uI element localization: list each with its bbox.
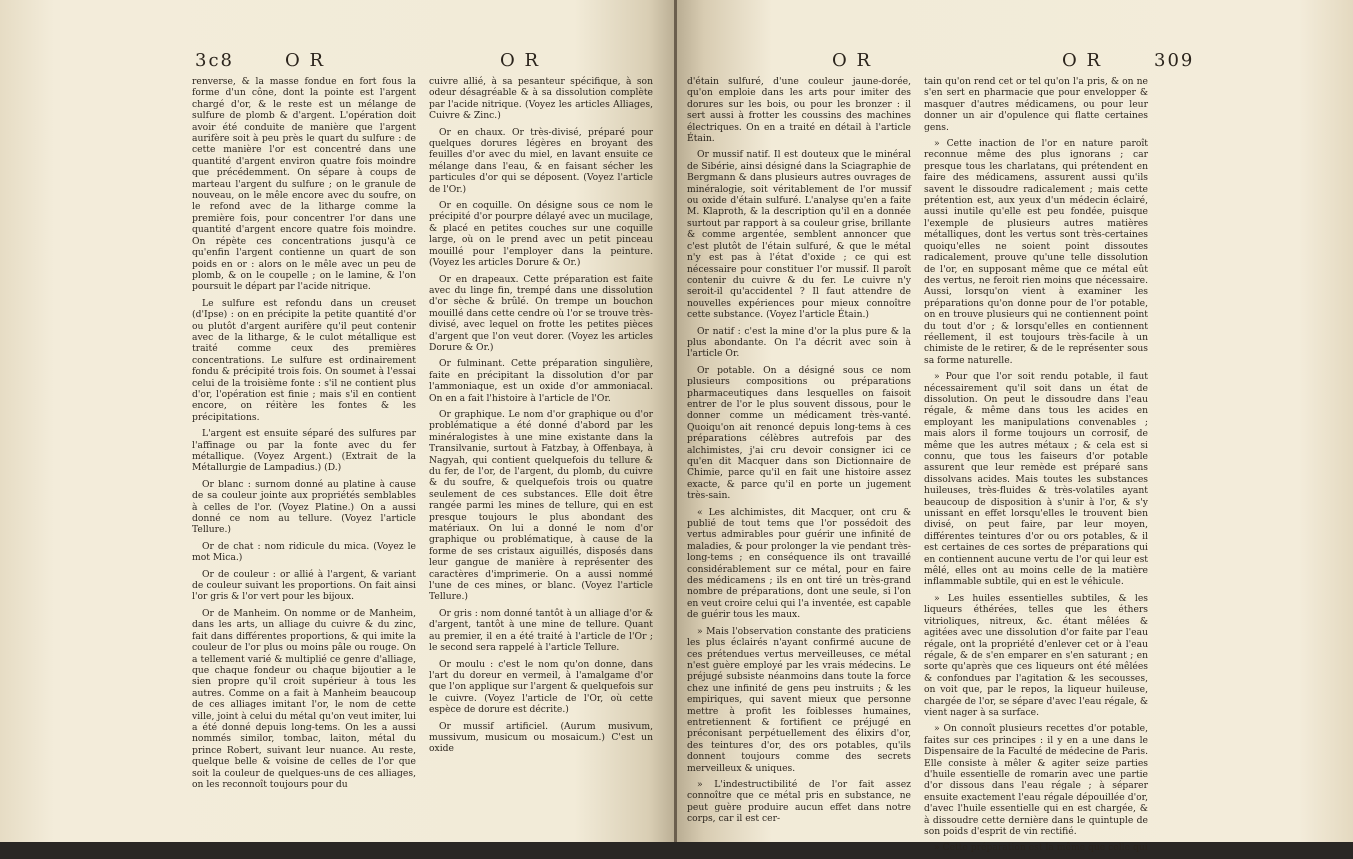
paragraph: » Cette préparation est la même que celle qui [934, 842, 1148, 854]
paragraph: renverse, & la masse fondue en fort fous la forme d'un cône, dont la pointe est l'argent chargé d'or, & le reste est un mélange de sulfure de plomb & d'argent. L'opération doit avoir été conduite de manière que l'argent aurifère soit à peu près le quart du sulfure : de cette manière l'or est concentré dans une quantité d'argent environ quatre fois moindre que précédemment. On sépare à coups de marteau l'argent du sulfure ; on le granule de nouveau, on le mêle encore avec du soufre, on le refond avec de la litharge comme la première fois, pour concentrer l'or dans une quantité d'argent encore quatre fois moindre. On répète ces concentrations jusqu'à ce qu'enfin l'argent contienne un quart de son poids en or : alors on le mêle avec un peu de plomb, & on le coupelle ; on le lamine, & l'on poursuit le départ par l'acide nitrique. [192, 76, 416, 293]
right-column-1 [687, 76, 911, 830]
paragraph: Le sulfure est refondu dans un creuset (d'Ipse) : on en précipite la petite quantité d'or ou plutôt d'argent aurifère qu'il peut contenir avec de la litharge, & le culot métallique est traité comme ceux des premières concentrations. Le sulfure est ordinairement fondu & précipité trois fois. On soumet à l'essai celui de la troisième fonte : s'il ne contient plus d'or, l'opération est finie ; mais s'il en contient encore, on réitère les fontes & les précipitations. [192, 297, 416, 423]
paragraph: Or natif : c'est la mine d'or la plus pure & la plus abondante. On l'a décrit avec soin à l'article Or. [687, 325, 911, 360]
right-page-number: 309 [1154, 50, 1195, 71]
right-page [677, 0, 1353, 854]
right-column-2 [924, 76, 1148, 859]
paragraph: » Les huiles essentielles subtiles, & les liqueurs éthérées, telles que les éthers vitrioliques, nitreux, &c. étant mêlées & agitées avec une dissolution d'or faite par l'eau régale, ont la propriété d'enlever cet or à l'eau régale, & de s'en emparer en s'en saturant ; en sorte qu'après que ces liqueurs ont été mêlées & confondues par l'agitation & les secousses, on voit que, par le repos, la liqueur huileuse, chargée de l'or, se sépare d'avec l'eau régale, & vient nager à sa surface. [924, 592, 1148, 718]
right-running-head-2: O R [1062, 50, 1103, 71]
left-column-1 [192, 76, 416, 795]
paragraph: L'argent est ensuite séparé des sulfures par l'affinage ou par la fonte avec du fer métallique. (Voyez Argent.) (Extrait de la Métallurgie de Lampadius.) (D.) [192, 428, 416, 474]
paragraph: Or potable. On a désigné sous ce nom plusieurs compositions ou préparations pharmaceutiques dans lesquelles on faisoit entrer de l'or le plus souvent dissous, pour le donner comme un médicament très-vanté. Quoiqu'on ait renoncé depuis long-tems à ces préparations célèbres autrefois par des alchimistes, j'ai cru devoir consigner ici ce qu'en dit Macquer dans son Dictionnaire de Chimie, parce qu'il en fait une histoire assez exacte, & parce qu'il en porte un jugement très-sain. [687, 364, 911, 502]
paragraph: tain qu'on rend cet or tel qu'on l'a pris, & on ne s'en sert en pharmacie que pour envelopper & masquer d'autres médicamens, ou pour leur donner un air d'opulence qui flatte certaines gens. [924, 76, 1148, 133]
left-running-head-1: O R [285, 50, 326, 71]
paragraph: Or fulminant. Cette préparation singulière, faite en précipitant la dissolution d'or par l'ammoniaque, est un oxide d'or ammoniacal. On en a fait l'histoire à l'article de l'Or. [429, 358, 653, 404]
paragraph: Or de couleur : or allié à l'argent, & variant de couleur suivant les proportions. On fait ainsi l'or gris & l'or vert pour les bijoux. [192, 568, 416, 603]
paragraph: Or de Manheim. On nomme or de Manheim, dans les arts, un alliage du cuivre & du zinc, fait dans différentes proportions, & qui imite la couleur de l'or plus ou moins pâle ou rouge. On a tellement varié & multiplié ce genre d'alliage, que chaque fondeur ou chaque bijoutier a le sien propre qu'il croit supérieur à tous les autres. Comme on a fait à Manheim beaucoup de ces alliages imitant l'or, le nom de cette ville, joint à celui du métal qu'on veut imiter, lui a été donné depuis long-tems. On les a aussi nommés similor, tombac, laiton, métal du prince Robert, suivant leur nuance. Au reste, quelque belle & voisine de celles de l'or que soit la couleur de quelques-uns de ces alliages, on les reconnoît toujours pour du [192, 607, 416, 790]
paragraph: cuivre allié, à sa pesanteur spécifique, à son odeur désagréable & à sa dissolution complète par l'acide nitrique. (Voyez les articles Alliages, Cuivre & Zinc.) [429, 76, 653, 122]
paragraph: » Cette inaction de l'or en nature paroît reconnue même des plus ignorans ; car presque tous les charlatans, qui prétendent en faire des médicamens, assurent aussi qu'ils savent le dissoudre radicalement ; mais cette prétention est, aux yeux d'un médecin éclairé, aussi inutile qu'elle est peu fondée, puisque l'exemple de plusieurs autres matières métalliques, dont les vertus sont très-certaines quoiqu'elles ne soient point dissoutes radicalement, prouve qu'une telle dissolution de l'or, en supposant même que ce métal eût des vertus, ne feroit rien moins que nécessaire. Aussi, lorsqu'on vient à examiner les préparations qu'on donne pour de l'or potable, on en trouve plusieurs qui ne contiennent point du tout d'or ; & lorsqu'elles en contiennent réellement, il est toujours très-facile à un chimiste de le retirer, & de le représenter sous sa forme naturelle. [924, 138, 1148, 366]
left-page-number: 3c8 [195, 50, 234, 71]
paragraph: Or moulu : c'est le nom qu'on donne, dans l'art du doreur en vermeil, à l'amalgame d'or que l'on applique sur l'argent & quelquefois sur le cuivre. (Voyez l'article de l'Or, où cette espèce de dorure est décrite.) [429, 658, 653, 716]
paragraph: Or en coquille. On désigne sous ce nom le précipité d'or pourpre délayé avec un mucilage, & placé en petites couches sur une coquille large, où on le prend avec un petit pinceau mouillé pour l'employer dans la peinture. (Voyez les articles Dorure & Or.) [429, 200, 653, 269]
paragraph: Or graphique. Le nom d'or graphique ou d'or problématique a été donné d'abord par les minéralogistes à une mine existante dans la Transilvanie, surtout à Fatzbay, à Offenbaya, à Nagyah, qui contient quelquefois du tellure & du fer, de l'or, de l'argent, du plomb, du cuivre & du soufre, & quelquefois trois ou quatre seulement de ces substances. Elle doit être rangée parmi les mines de tellure, qui en est presque toujours le plus abondant des matériaux. On lui a donné le nom d'or graphique ou problématique, à cause de la forme de ses cristaux aiguillés, disposés dans leur gangue de manière à représenter des caractères d'imprimerie. On a aussi nommé l'une de ces mines, or blanc. (Voyez l'article Tellure.) [429, 408, 653, 603]
left-page [0, 0, 676, 842]
paragraph: Or en chaux. Or très-divisé, préparé pour quelques dorures légères en broyant des feuilles d'or avec du miel, en lavant ensuite ce mélange dans l'eau, & en faisant sécher les particules d'or qui se déposent. (Voyez l'article de l'Or.) [429, 126, 653, 195]
right-running-head-1: O R [832, 50, 873, 71]
paragraph: » On connoît plusieurs recettes d'or potable, faites sur ces principes : il y en a une dans le Dispensaire de la Faculté de médecine de Paris. Elle consiste à mêler & agiter seize parties d'huile essentielle de romarin avec une partie d'or dissous dans l'eau régale ; à séparer ensuite exactement l'eau régale dépouillée d'or, d'avec l'huile essentielle qui en est chargée, & à dissoudre cette dernière dans le quintuple de son poids d'esprit de vin rectifié. [924, 723, 1148, 837]
paragraph: Or blanc : surnom donné au platine à cause de sa couleur jointe aux propriétés semblables à celles de l'or. (Voyez Platine.) On a aussi donné ce nom au tellure. (Voyez l'article Tellure.) [192, 478, 416, 536]
paragraph: Or de chat : nom ridicule du mica. (Voyez le mot Mica.) [192, 540, 416, 564]
paragraph: « Les alchimistes, dit Macquer, ont cru & publié de tout tems que l'or possédoit des vertus admirables pour guérir une infinité de maladies, & pour prolonger la vie pendant très-long-tems ; en conséquence ils ont travaillé considérablement sur ce métal, pour en faire des médicamens ; ils en ont tiré un très-grand nombre de préparations, dont une seule, si l'on en veut croire celui qui l'a inventée, est capable de guérir tous les maux. [687, 506, 911, 621]
paragraph: » Mais l'observation constante des praticiens les plus éclairés n'ayant confirmé aucune de ces prétendues vertus merveilleuses, ce métal n'est guère employé par les vrais médecins. Le préjugé subsiste néanmoins dans toute la force chez une infinité de gens peu instruits ; & les empiriques, qui savent mieux que personne mettre à profit les foiblesses humaines, entretiennent & fortifient ce préjugé en préconisant perpétuellement des élixirs d'or, des teintures d'or, des ors potables, qu'ils donnent toujours comme des secrets merveilleux & uniques. [687, 625, 911, 774]
paragraph: Or mussif artificiel. (Aurum musivum, mussivum, musicum ou mosaicum.) C'est un oxide [429, 720, 653, 755]
paragraph: Or gris : nom donné tantôt à un alliage d'or & d'argent, tantôt à une mine de tellure. Quant au premier, il en a été traité à l'article de l'Or ; le second sera rappelé à l'article Tellure. [429, 607, 653, 654]
paragraph: Or en drapeaux. Cette préparation est faite avec du linge fin, trempé dans une dissolution d'or sèche & brûlé. On trempe un bouchon mouillé dans cette cendre où l'or se trouve très-divisé, avec lequel on frotte les petites pièces d'argent que l'on veut dorer. (Voyez les articles Dorure & Or.) [429, 273, 653, 353]
paragraph: » L'indestructibilité de l'or fait assez connoître que ce métal pris en substance, ne peut guère produire aucun effet dans notre corps, car il est cer- [687, 778, 911, 825]
left-running-head-2: O R [500, 50, 541, 71]
left-column-2 [429, 76, 653, 760]
paragraph: » Pour que l'or soit rendu potable, il faut nécessairement qu'il soit dans un état de dissolution. On peut le dissoudre dans l'eau régale, & même dans tous les acides en employant les manipulations convenables ; mais alors il forme toujours un corrosif, de même que les autres métaux ; & cela est si connu, que tous les faiseurs d'or potable assurent que leur remède est préparé sans dissolvans acides. Mais toutes les substances huileuses, très-fluides & très-volatiles ayant beaucoup de disposition à s'unir à l'or, & s'y unissant en effet lorsqu'elles le trouvent bien divisé, on peut faire, par leur moyen, différentes teintures d'or ou ors potables, & il est certaines de ces sortes de préparations qui en contiennent aucune vertu de l'or qui leur est mêlé, elles ont au moins celle de la matière inflammable subtile, qui en est le véhicule. [924, 371, 1148, 588]
paragraph: d'étain sulfuré, d'une couleur jaune-dorée, qu'on emploie dans les arts pour imiter des dorures sur les bois, ou pour les bronzer : il sert aussi à frotter les coussins des machines électriques. On en a traité en détail à l'article Étain. [687, 76, 911, 145]
paragraph: Or mussif natif. Il est douteux que le minéral de Sibérie, ainsi désigné dans la Sciagraphie de Bergmann & dans plusieurs autres ouvrages de minéralogie, soit véritablement de l'or mussif ou oxide d'étain sulfuré. L'analyse qu'en a faite M. Klaproth, & la description qu'il en a donnée surtout par rapport à sa couleur grise, brillante & comme argentée, semblent annoncer que c'est plutôt de l'étain sulfuré, & que le métal n'y est pas à l'état d'oxide ; ce qui est nécessaire pour constituer l'or mussif. Il paroît contenir du cuivre & du fer. Le cuivre n'y seroit-il qu'accidentel ? Il faut attendre de nouvelles expériences pour mieux connoître cette substance. (Voyez l'article Étain.) [687, 149, 911, 321]
